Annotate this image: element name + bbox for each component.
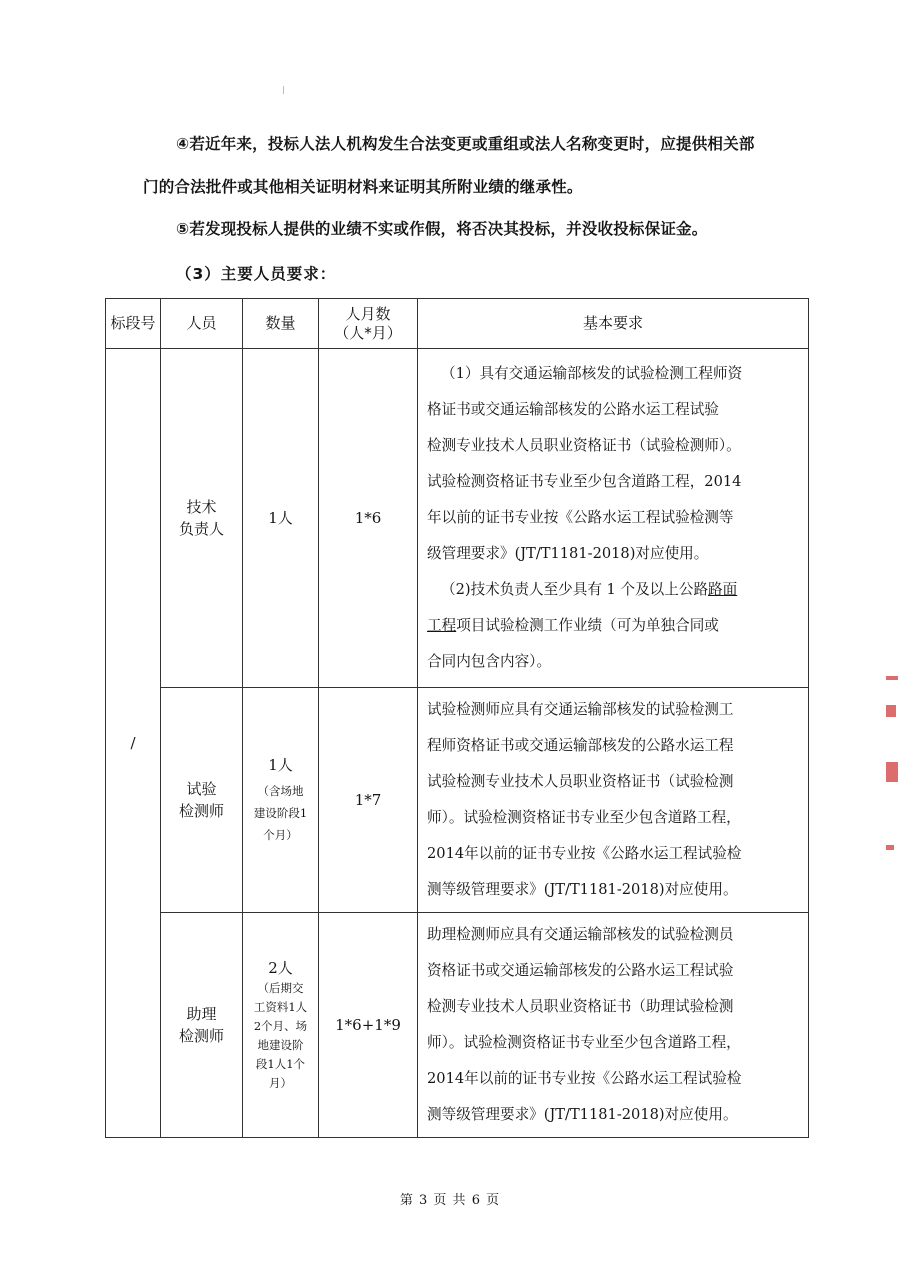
req-line: 测等级管理要求》(JT/T1181-2018)对应使用。: [427, 1106, 738, 1123]
section-title: （3）主要人员要求：: [176, 265, 337, 283]
role-line1: 技术: [186, 498, 217, 516]
seal-stamp-fragment: [886, 762, 898, 782]
section-no-cell: /: [106, 349, 161, 1138]
req-line: （2)技术负责人至少具有 1 个及以上公路路面: [441, 581, 738, 598]
role-cell: [161, 349, 243, 688]
header-person-months-line1: 人月数: [345, 304, 391, 323]
page-footer: 第 3 页 共 6 页: [399, 1193, 501, 1208]
header-person-months: [319, 299, 418, 349]
role-line1: 助理: [186, 1005, 217, 1023]
header-person-months-line2: （人*月）: [334, 323, 402, 342]
req-line: 工程项目试验检测工作业绩（可为单独合同或: [427, 617, 719, 634]
quantity-cell: [243, 688, 319, 913]
req-line: 检测专业技术人员职业资格证书（助理试验检测: [427, 998, 734, 1015]
months-cell: 1*6+1*9: [319, 913, 418, 1138]
months-cell: 1*6: [319, 349, 418, 688]
role-line2: 检测师: [178, 1027, 224, 1045]
quantity-value: 2人: [268, 959, 293, 977]
paragraph-4-line-1: ④若近年来，投标人法人机构发生合法变更或重组或法人名称变更时，应提供相关部: [176, 135, 755, 153]
req-line: 年以前的证书专业按《公路水运工程试验检测等: [427, 509, 734, 526]
req-line: 格证书或交通运输部核发的公路水运工程试验: [427, 401, 719, 418]
req-line: 试验检测专业技术人员职业资格证书（试验检测: [427, 773, 734, 790]
role-line2: 负责人: [178, 520, 224, 538]
header-personnel: 人员: [161, 299, 243, 349]
header-section-no: 标段号: [106, 299, 161, 349]
months-cell: 1*7: [319, 688, 418, 913]
header-requirements: 基本要求: [418, 299, 809, 349]
header-quantity: 数量: [243, 299, 319, 349]
req-line: 师）。试验检测资格证书专业至少包含道路工程，: [427, 809, 741, 826]
quantity-note: （后期交: [257, 981, 304, 995]
req-line: 检测专业技术人员职业资格证书（试验检测师）。: [427, 437, 741, 454]
underlined-text: 路面: [708, 581, 738, 598]
quantity-note: 2个月、场: [253, 1019, 308, 1033]
req-line: 助理检测师应具有交通运输部核发的试验检测员: [427, 926, 734, 943]
req-line: 试验检测资格证书专业至少包含道路工程，2014: [427, 473, 742, 490]
seal-stamp-fragment: [886, 705, 896, 717]
quantity-note: 月）: [269, 1076, 292, 1090]
req-line: 合同内包含内容）。: [427, 653, 552, 670]
quantity-cell: [243, 349, 319, 688]
role-line2: 检测师: [178, 802, 224, 820]
table-row: [106, 913, 809, 1138]
table-row: [106, 688, 809, 913]
quantity-note: 段1人1个: [255, 1057, 306, 1071]
req-line: 试验检测师应具有交通运输部核发的试验检测工: [427, 701, 734, 718]
quantity-value: 1人: [268, 756, 293, 774]
requirements-cell: [418, 913, 809, 1138]
req-line: 师）。试验检测资格证书专业至少包含道路工程，: [427, 1034, 741, 1051]
req-line: （1）具有交通运输部核发的试验检测工程师资: [441, 365, 743, 382]
quantity-note: 个月）: [263, 828, 298, 842]
req-line: 2014年以前的证书专业按《公路水运工程试验检: [427, 845, 742, 862]
scan-mark: [283, 86, 284, 94]
underlined-text: 工程: [427, 617, 457, 634]
table-row: [106, 349, 809, 688]
quantity-note: （含场地: [257, 784, 304, 798]
quantity-note: 工资料1人: [253, 1000, 308, 1014]
requirements-cell: [418, 688, 809, 913]
table-header-row: [106, 299, 809, 349]
seal-stamp-fragment: [886, 845, 894, 850]
paragraph-4-line-2: 门的合法批件或其他相关证明材料来证明其所附业绩的继承性。: [143, 178, 583, 196]
req-line: 程师资格证书或交通运输部核发的公路水运工程: [427, 737, 734, 754]
req-line: 资格证书或交通运输部核发的公路水运工程试验: [427, 962, 734, 979]
paragraph-5: ⑤若发现投标人提供的业绩不实或作假，将否决其投标，并没收投标保证金。: [176, 220, 708, 238]
quantity-note: 建设阶段1: [253, 806, 308, 820]
requirements-cell: [418, 349, 809, 688]
req-line: 测等级管理要求》(JT/T1181-2018)对应使用。: [427, 881, 738, 898]
req-line: 级管理要求》(JT/T1181-2018)对应使用。: [427, 545, 709, 562]
quantity-value: 1人: [268, 509, 293, 527]
role-cell: [161, 688, 243, 913]
role-line1: 试验: [186, 780, 217, 798]
quantity-note: 地建设阶: [257, 1038, 304, 1052]
personnel-requirements-table: [105, 298, 809, 1138]
req-line: 2014年以前的证书专业按《公路水运工程试验检: [427, 1070, 742, 1087]
quantity-cell: [243, 913, 319, 1138]
role-cell: [161, 913, 243, 1138]
seal-stamp-fragment: [886, 676, 898, 680]
